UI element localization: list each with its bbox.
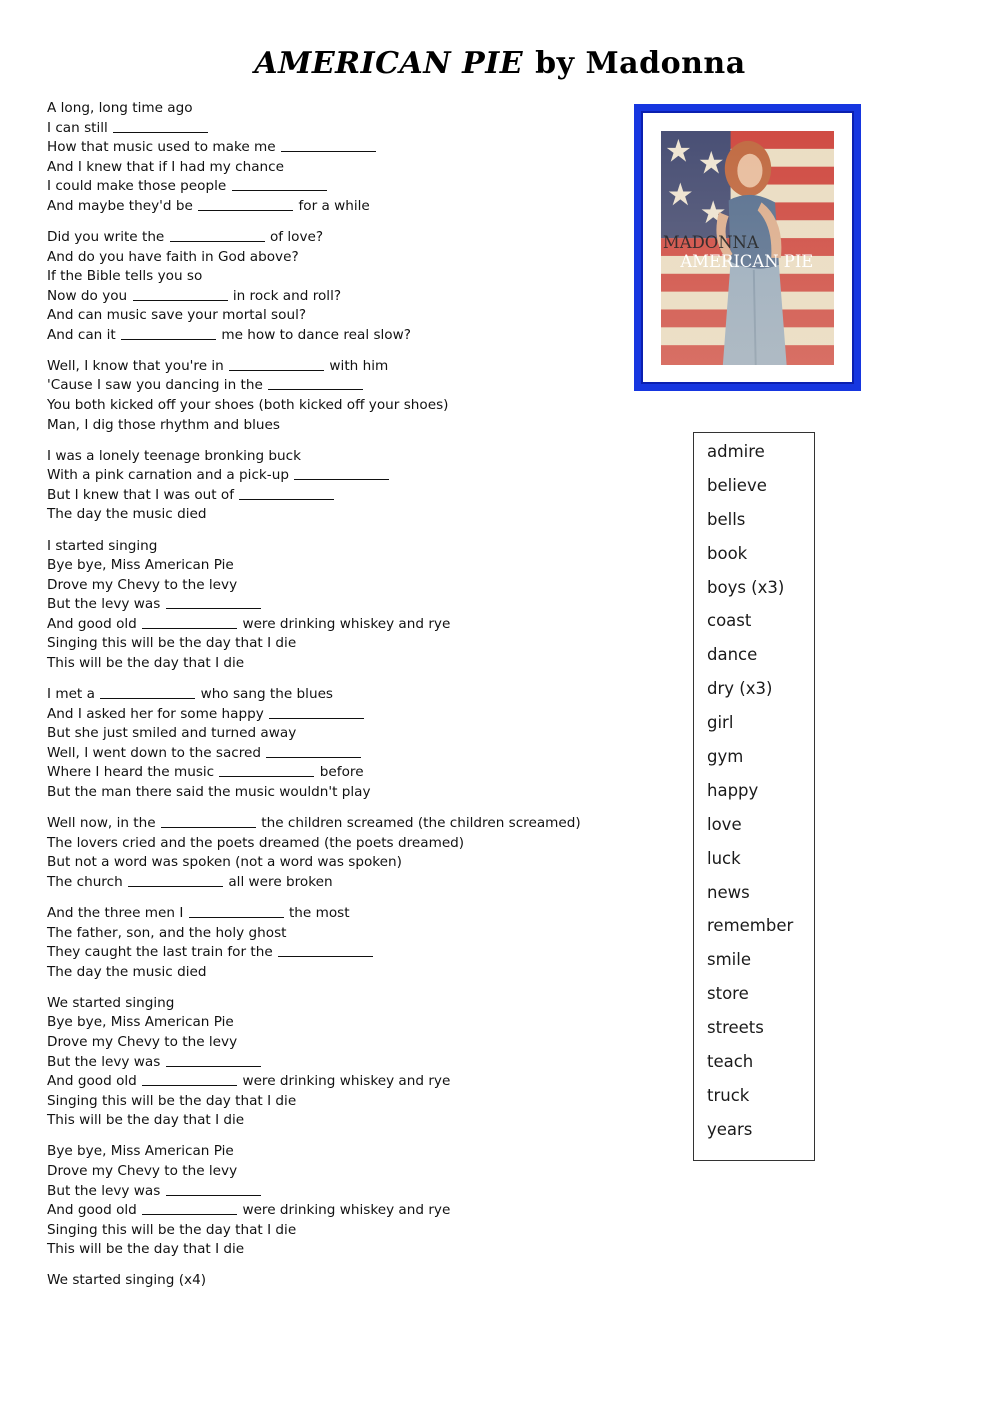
lyric-line — [47, 416, 607, 436]
word-bank-item: teach — [707, 1052, 754, 1072]
word-bank-item: dry (x3) — [707, 679, 773, 699]
lyric-line — [47, 763, 607, 783]
lyric-text: I could make those people — [47, 178, 231, 195]
lyric-line — [47, 634, 607, 654]
fill-in-blank[interactable] — [121, 327, 216, 340]
lyric-line — [47, 119, 607, 139]
cover-title-text: AMERICAN PIE — [680, 251, 814, 271]
lyric-line — [47, 1271, 607, 1291]
lyric-text: the children screamed (the children screamed) — [256, 815, 581, 832]
fill-in-blank[interactable] — [133, 288, 228, 301]
fill-in-blank[interactable] — [166, 596, 261, 609]
lyric-line — [47, 654, 607, 674]
lyrics-stanza — [47, 685, 607, 802]
word-bank-item: believe — [707, 475, 767, 495]
lyric-line — [47, 396, 607, 416]
fill-in-blank[interactable] — [166, 1183, 261, 1196]
lyric-text: all were broken — [224, 873, 333, 890]
lyric-text: And good old — [47, 1073, 142, 1090]
word-bank-item: news — [707, 882, 750, 902]
lyric-text: me how to dance real slow? — [217, 326, 411, 343]
word-bank-item: luck — [707, 848, 741, 868]
lyric-text: before — [315, 764, 364, 781]
fill-in-blank[interactable] — [161, 815, 256, 828]
lyric-line — [47, 783, 607, 803]
lyrics-stanza — [47, 447, 607, 525]
lyric-text: were drinking whiskey and rye — [238, 1202, 451, 1219]
lyric-line — [47, 267, 607, 287]
lyric-line — [47, 306, 607, 326]
word-bank-item: smile — [707, 950, 751, 970]
lyric-text: A long, long time ago — [47, 100, 193, 116]
title-artist: by Madonna — [535, 46, 746, 81]
lyric-line — [47, 873, 607, 893]
lyric-text: The day the music died — [47, 963, 207, 980]
lyric-line — [47, 924, 607, 944]
lyric-text: Now do you — [47, 287, 132, 304]
lyric-line — [47, 177, 607, 197]
lyric-text: And I knew that if I had my chance — [47, 158, 285, 175]
lyric-text: And good old — [47, 615, 142, 632]
word-bank-item: happy — [707, 780, 759, 800]
lyric-text: Bye bye, Miss American Pie — [47, 1014, 234, 1031]
fill-in-blank[interactable] — [170, 229, 265, 242]
lyric-line — [47, 595, 607, 615]
lyrics-section — [47, 99, 607, 1303]
lyric-text: And do you have faith in God above? — [47, 248, 299, 265]
lyric-text: And can music save your mortal soul? — [47, 307, 307, 324]
lyric-text: But the levy was — [47, 596, 165, 613]
lyric-text: And I asked her for some happy — [47, 705, 269, 722]
page-title — [0, 46, 1000, 81]
fill-in-blank[interactable] — [232, 178, 327, 191]
lyric-line — [47, 1072, 607, 1092]
album-cover-frame — [634, 104, 861, 391]
lyric-line — [47, 287, 607, 307]
lyric-line — [47, 1053, 607, 1073]
lyric-text: The day the music died — [47, 506, 207, 523]
album-cover-mat — [641, 111, 854, 384]
lyric-text: I started singing — [47, 537, 158, 554]
lyric-line — [47, 1182, 607, 1202]
lyrics-stanza — [47, 1142, 607, 1259]
word-bank-item: store — [707, 984, 749, 1004]
lyrics-stanza — [47, 1271, 607, 1291]
fill-in-blank[interactable] — [269, 706, 364, 719]
lyric-text: for a while — [294, 197, 370, 214]
lyric-line — [47, 138, 607, 158]
word-bank-item: love — [707, 814, 742, 834]
lyric-text: Well, I went down to the sacred — [47, 744, 266, 761]
fill-in-blank[interactable] — [113, 120, 208, 133]
lyric-text: This will be the day that I die — [47, 1112, 245, 1129]
lyric-text: 'Cause I saw you dancing in the — [47, 377, 268, 394]
lyric-text: How that music used to make me — [47, 139, 280, 156]
lyric-text: This will be the day that I die — [47, 654, 245, 671]
lyric-text: But the man there said the music wouldn't play — [47, 783, 371, 800]
fill-in-blank[interactable] — [142, 1073, 237, 1086]
lyric-line — [47, 505, 607, 525]
lyric-text: Drove my Chevy to the levy — [47, 1162, 238, 1179]
lyric-text: in rock and roll? — [228, 287, 342, 304]
fill-in-blank[interactable] — [142, 1202, 237, 1215]
lyric-text: the most — [284, 905, 350, 922]
lyric-text: The church — [47, 873, 128, 890]
lyric-text: But the levy was — [47, 1053, 165, 1070]
lyric-line — [47, 904, 607, 924]
lyric-line — [47, 1221, 607, 1241]
lyric-text: But the levy was — [47, 1182, 165, 1199]
lyric-line — [47, 99, 607, 119]
word-bank-item: coast — [707, 611, 752, 631]
word-bank-item: years — [707, 1119, 753, 1139]
lyric-line — [47, 466, 607, 486]
lyric-text: And maybe they'd be — [47, 197, 198, 214]
fill-in-blank[interactable] — [198, 198, 293, 211]
lyrics-stanza — [47, 228, 607, 345]
lyric-line — [47, 963, 607, 983]
lyric-text: We started singing (x4) — [47, 1272, 207, 1289]
lyric-line — [47, 1201, 607, 1221]
lyrics-stanza — [47, 99, 607, 216]
lyric-text: Drove my Chevy to the levy — [47, 576, 238, 593]
lyric-text: I was a lonely teenage bronking buck — [47, 447, 302, 464]
cover-artist-text: MADONNA — [662, 232, 759, 253]
word-bank-item: book — [707, 543, 748, 563]
lyric-line — [47, 486, 607, 506]
fill-in-blank[interactable] — [219, 764, 314, 777]
lyric-text: Bye bye, Miss American Pie — [47, 1143, 234, 1160]
lyric-text: But she just smiled and turned away — [47, 725, 297, 742]
word-bank-item: dance — [707, 645, 758, 665]
lyric-text: Did you write the — [47, 228, 169, 245]
lyric-line — [47, 197, 607, 217]
word-bank-item: boys (x3) — [707, 577, 785, 597]
lyrics-stanza — [47, 904, 607, 982]
lyric-line — [47, 556, 607, 576]
fill-in-blank[interactable] — [294, 467, 389, 480]
fill-in-blank[interactable] — [281, 139, 376, 152]
word-bank-item: remember — [707, 916, 794, 936]
lyric-line — [47, 943, 607, 963]
lyric-line — [47, 1013, 607, 1033]
lyric-line — [47, 537, 607, 557]
lyric-line — [47, 447, 607, 467]
lyric-text: With a pink carnation and a pick-up — [47, 467, 294, 484]
fill-in-blank[interactable] — [100, 686, 195, 699]
lyric-text: were drinking whiskey and rye — [238, 615, 451, 632]
word-bank — [693, 432, 815, 1161]
lyric-line — [47, 834, 607, 854]
lyric-text: If the Bible tells you so — [47, 268, 203, 285]
lyric-text: We started singing — [47, 994, 175, 1011]
lyric-text: Well, I know that you're in — [47, 357, 229, 374]
lyric-text: I can still — [47, 119, 113, 136]
title-song: AMERICAN PIE — [254, 46, 524, 81]
fill-in-blank[interactable] — [229, 358, 324, 371]
lyric-line — [47, 1240, 607, 1260]
lyric-line — [47, 1142, 607, 1162]
lyric-text: who sang the blues — [196, 686, 334, 703]
lyric-text: Man, I dig those rhythm and blues — [47, 416, 280, 433]
fill-in-blank[interactable] — [166, 1054, 261, 1067]
word-bank-item: truck — [707, 1085, 750, 1105]
word-bank-item: streets — [707, 1018, 764, 1038]
word-bank-item: admire — [707, 442, 765, 461]
fill-in-blank[interactable] — [142, 616, 237, 629]
album-cover-image — [661, 131, 834, 365]
fill-in-blank[interactable] — [266, 745, 361, 758]
lyric-text: I met a — [47, 686, 100, 703]
fill-in-blank[interactable] — [278, 944, 373, 957]
lyric-text: of love? — [265, 228, 324, 245]
lyric-line — [47, 326, 607, 346]
lyric-text: The father, son, and the holy ghost — [47, 924, 287, 941]
lyric-text: But I knew that I was out of — [47, 486, 239, 503]
lyric-text: And good old — [47, 1202, 142, 1219]
lyric-line — [47, 576, 607, 596]
lyric-line — [47, 814, 607, 834]
lyric-line — [47, 357, 607, 377]
lyrics-stanza — [47, 814, 607, 892]
lyric-text: Drove my Chevy to the levy — [47, 1034, 238, 1051]
lyric-text: They caught the last train for the — [47, 944, 278, 961]
lyric-line — [47, 685, 607, 705]
fill-in-blank[interactable] — [268, 377, 363, 390]
word-bank-item: gym — [707, 747, 744, 767]
lyric-text: You both kicked off your shoes (both kicked off your shoes) — [47, 397, 449, 414]
lyric-line — [47, 853, 607, 873]
lyric-line — [47, 1111, 607, 1131]
lyric-line — [47, 1092, 607, 1112]
lyric-text: But not a word was spoken (not a word was spoken) — [47, 854, 402, 871]
lyric-text: The lovers cried and the poets dreamed (the poets dreamed) — [47, 834, 465, 851]
lyrics-stanza — [47, 357, 607, 435]
lyric-text: Singing this will be the day that I die — [47, 635, 297, 652]
lyric-text: Singing this will be the day that I die — [47, 1221, 297, 1238]
lyric-text: with him — [325, 357, 389, 374]
lyric-text: And can it — [47, 326, 121, 343]
lyric-line — [47, 615, 607, 635]
lyric-text: Where I heard the music — [47, 764, 219, 781]
lyric-text: This will be the day that I die — [47, 1241, 245, 1258]
lyric-line — [47, 744, 607, 764]
lyric-line — [47, 994, 607, 1014]
lyric-text: Well now, in the — [47, 815, 160, 832]
lyric-text: Bye bye, Miss American Pie — [47, 557, 234, 574]
lyrics-stanza — [47, 994, 607, 1131]
lyric-text: And the three men I — [47, 905, 188, 922]
lyric-line — [47, 705, 607, 725]
word-bank-item: bells — [707, 509, 746, 529]
lyric-line — [47, 158, 607, 178]
fill-in-blank[interactable] — [239, 487, 334, 500]
lyric-text: Singing this will be the day that I die — [47, 1092, 297, 1109]
lyric-line — [47, 1033, 607, 1053]
fill-in-blank[interactable] — [189, 905, 284, 918]
fill-in-blank[interactable] — [128, 874, 223, 887]
lyric-line — [47, 228, 607, 248]
word-bank-item: girl — [707, 713, 734, 733]
lyric-line — [47, 724, 607, 744]
lyric-line — [47, 248, 607, 268]
lyric-line — [47, 376, 607, 396]
lyric-text: were drinking whiskey and rye — [238, 1073, 451, 1090]
lyrics-stanza — [47, 537, 607, 674]
lyric-line — [47, 1162, 607, 1182]
